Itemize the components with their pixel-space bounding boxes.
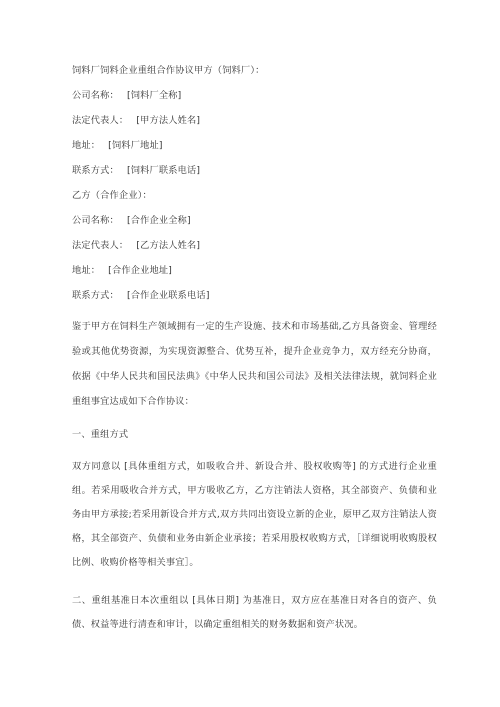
document-title: 饲料厂饲料企业重组合作协议甲方（饲料厂）：: [72, 65, 265, 76]
party-a-rep-label: 法定代表人：: [72, 115, 129, 126]
party-a-contact-line: [72, 164, 437, 177]
party-b-address-label: 地址：: [72, 265, 101, 276]
party-a-address-line: [72, 139, 437, 152]
party-b-company-line: [72, 214, 437, 227]
party-b-rep-label: 法定代表人：: [72, 240, 129, 251]
party-b-rep-value: [乙方法人姓名]: [136, 240, 201, 251]
party-a-rep-line: [72, 114, 437, 127]
section-2-paragraph: 二、重组基准日本次重组以 [具体日期] 为基准日，双方应在基准日对各自的资产、负债、权益等进行清查和审计，以确定重组相关的财务数据和资产状况。: [72, 595, 437, 630]
party-a-rep-value: [甲方法人姓名]: [136, 115, 201, 126]
party-b-company-label: 公司名称：: [72, 215, 119, 226]
party-b-address-value: [合作企业地址]: [108, 265, 173, 276]
party-b-rep-line: [72, 239, 437, 252]
party-b-title: 乙方（合作企业）：: [72, 190, 152, 201]
party-b-contact-label: 联系方式：: [72, 290, 119, 301]
party-a-contact-value: [饲料厂联系电话]: [126, 165, 201, 176]
section-1-paragraph: 双方同意以 [具体重组方式，如吸收合并、新设合并、股权收购等] 的方式进行企业重组。若采用吸收合并方式，甲方吸收乙方，乙方注销法人资格，其全部资产、负债和业务由甲方承接;若采用新设合并方式,双方共同出资设立新的企业，原甲乙双方注销法人资格，其全部资产、负债和业务由新企业承接；若采用股权收购方式，［详细说明收购股权比例、收购价格等相关事宜］。: [72, 461, 437, 568]
party-b-contact-line: [72, 289, 437, 302]
party-a-company-label: 公司名称：: [72, 90, 119, 101]
document-page: [72, 64, 437, 651]
section-1-heading: 一、重组方式: [72, 429, 129, 440]
party-a-address-value: [饲料厂地址]: [108, 140, 163, 151]
party-a-address-label: 地址：: [72, 140, 101, 151]
party-b-company-value: [合作企业全称]: [126, 215, 191, 226]
party-a-contact-label: 联系方式：: [72, 165, 119, 176]
party-a-company-value: [饲料厂全称]: [126, 90, 182, 101]
party-b-address-line: [72, 264, 437, 277]
party-b-contact-value: [合作企业联系电话]: [126, 290, 210, 301]
party-a-company-line: [72, 89, 437, 102]
preamble-paragraph: 鉴于甲方在饲料生产领域拥有一定的生产设施、技术和市场基础,乙方具备资金、管理经验或其他优势资源，为实现资源整合、优势互补，提升企业竞争力，双方经充分协商，依据《中华人民共和国民法典》《中华人民共和国公司法》及相关法律法规，就饲料企业重组事宜达成如下合作协议：: [72, 321, 437, 407]
